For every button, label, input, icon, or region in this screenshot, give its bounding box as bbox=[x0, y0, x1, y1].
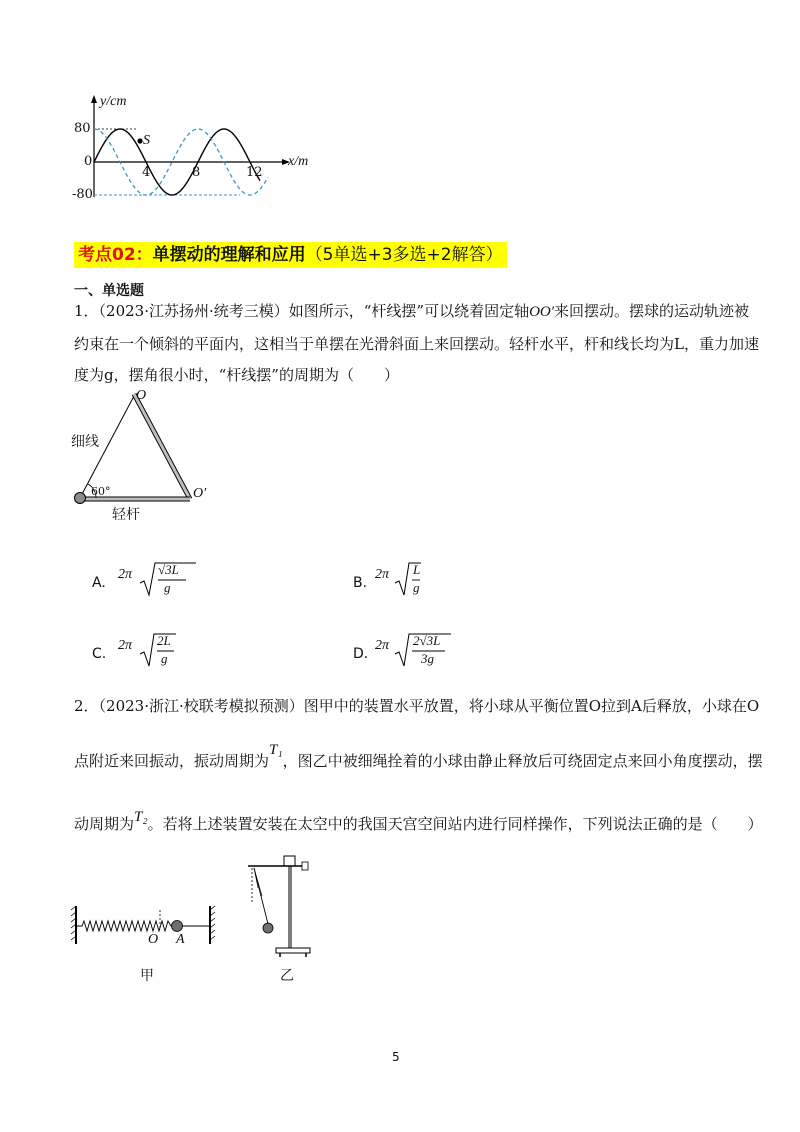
page-number: 5 bbox=[392, 1050, 400, 1064]
graph-y-tick-80: 80 bbox=[74, 121, 91, 136]
q2-line2b: ，图乙中被细绳拴着的小球由静止释放后可绕固定点来回小角度摆动，摆 bbox=[282, 752, 763, 770]
option-a-2pi: 2π bbox=[118, 567, 133, 582]
wave-graph bbox=[60, 92, 300, 212]
option-d-numerator: 2√3L bbox=[413, 633, 441, 648]
q1-fig-label-string: 细线 bbox=[71, 434, 99, 450]
graph-x-label: x/m bbox=[288, 154, 309, 169]
q1-fig-label-angle: 60° bbox=[91, 485, 111, 498]
q2-fig-jia-label: 甲 bbox=[140, 968, 154, 984]
q1-fig-label-o: O bbox=[136, 388, 147, 403]
q2-label-a: A bbox=[176, 932, 185, 947]
graph-x-tick-4: 4 bbox=[142, 165, 151, 180]
graph-x-tick-12: 12 bbox=[246, 165, 263, 180]
q1-axis: OO′ bbox=[529, 304, 555, 320]
q2-line3a: 动周期为 bbox=[74, 815, 135, 833]
option-c-letter: C. bbox=[92, 646, 107, 662]
graph-y-tick-0: 0 bbox=[84, 154, 93, 169]
option-a-numerator: √3L bbox=[158, 562, 179, 577]
option-c-2pi: 2π bbox=[118, 638, 133, 653]
q1-fig-label-rod: 轻杆 bbox=[112, 507, 140, 523]
q2-line3 bbox=[74, 809, 763, 835]
graph-x-tick-8: 8 bbox=[192, 165, 201, 180]
subheading-single-choice: 一、单选题 bbox=[74, 283, 144, 299]
option-d-2pi: 2π bbox=[375, 638, 390, 653]
section-code: 考点02： bbox=[78, 245, 153, 265]
q1-line1-end: 来回摆动。摆球的运动轨迹被 bbox=[554, 302, 750, 320]
graph-y-tick-minus80: -80 bbox=[72, 187, 93, 202]
option-a-denominator: g bbox=[164, 580, 171, 595]
q2-label-o: O bbox=[148, 932, 159, 947]
q1-line3: 度为g，摆角很小时，“杆线摆”的周期为（ ） bbox=[74, 366, 399, 384]
option-b-denominator: g bbox=[413, 580, 420, 595]
option-d-denominator: 3g bbox=[421, 651, 434, 666]
q1-line1-text: 1．（2023·江苏扬州·统考三模）如图所示，“杆线摆”可以绕着固定轴 bbox=[74, 302, 530, 320]
q2-fig-yi-label: 乙 bbox=[280, 968, 294, 984]
option-c-denominator: g bbox=[161, 651, 168, 666]
section-banner bbox=[74, 242, 507, 268]
q2-line2 bbox=[74, 742, 763, 772]
pendulum-stand-figure bbox=[240, 852, 320, 962]
q2-line3b: 。若将上述装置安装在太空中的我国天宫空间站内进行同样操作，下列说法正确的是（ ） bbox=[147, 815, 763, 833]
q2-line2a: 点附近来回振动，振动周期为 bbox=[74, 752, 270, 770]
point-s bbox=[137, 138, 142, 143]
option-b-2pi: 2π bbox=[375, 567, 390, 582]
section-note: （5单选+3多选+2解答） bbox=[305, 245, 503, 265]
graph-point-label: S bbox=[143, 133, 150, 148]
q1-line1 bbox=[74, 301, 749, 322]
option-b-numerator: L bbox=[413, 562, 421, 577]
q1-fig-label-o-prime: O′ bbox=[193, 486, 207, 501]
option-a-letter: A. bbox=[92, 575, 106, 591]
q2-t1: T₁ bbox=[269, 742, 283, 758]
q1-line2: 约束在一个倾斜的平面内，这相当于单摆在光滑斜面上来回摆动。轻杆水平，杆和线长均为L，重力加速 bbox=[74, 335, 759, 353]
graph-y-label: y/cm bbox=[100, 94, 127, 109]
option-d-letter: D. bbox=[353, 646, 369, 662]
option-c-numerator: 2L bbox=[157, 633, 171, 648]
option-b-letter: B. bbox=[353, 575, 368, 591]
q2-line1: 2．（2023·浙江·校联考模拟预测）图甲中的装置水平放置，将小球从平衡位置O拉到A后释放，小球在O bbox=[74, 697, 760, 715]
spring-oscillator-figure bbox=[70, 900, 220, 950]
section-title: 单摆动的理解和应用 bbox=[152, 245, 306, 265]
q2-t2: T₂ bbox=[134, 809, 148, 825]
